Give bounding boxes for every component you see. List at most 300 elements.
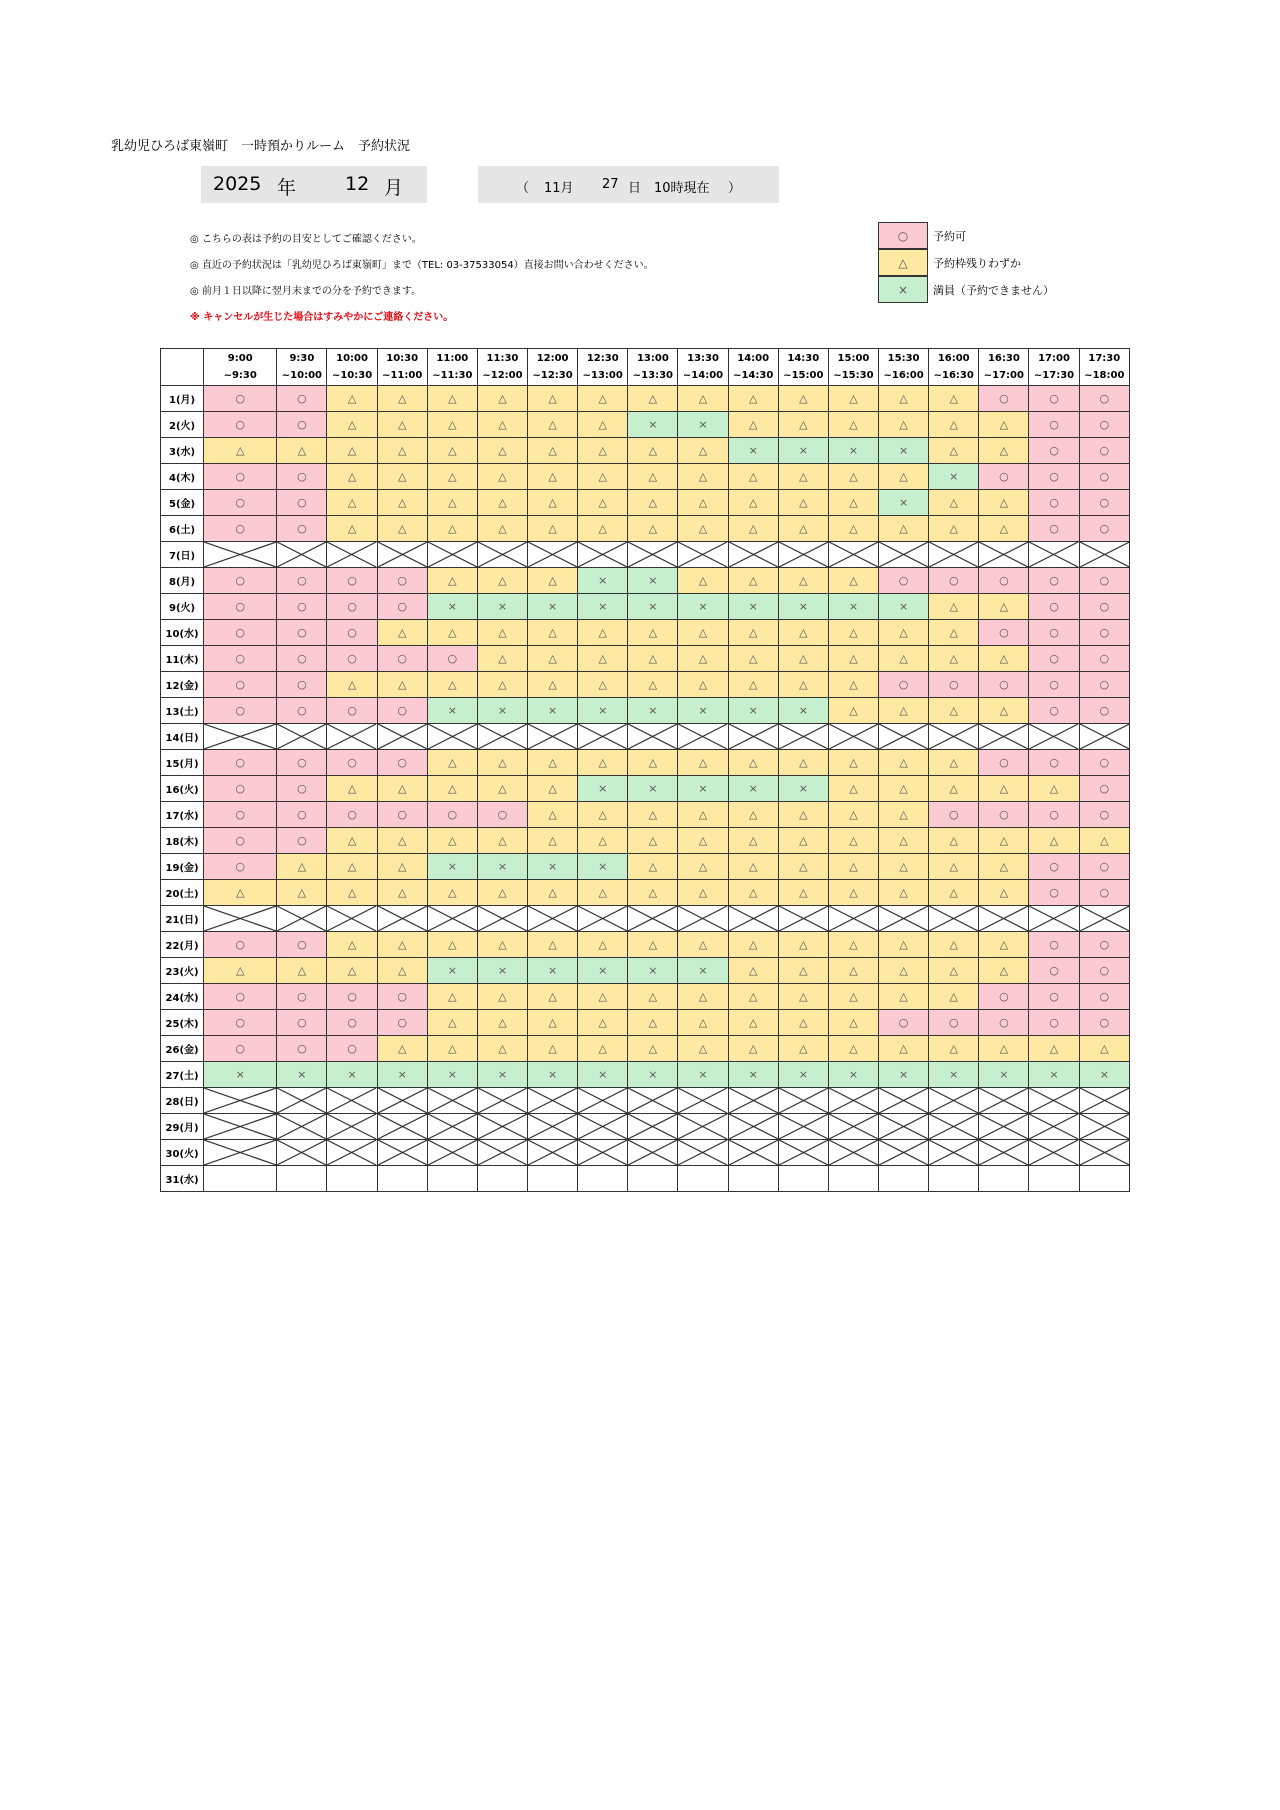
slot-cell-few-left: △ (477, 620, 527, 646)
slot-cell-full: × (477, 594, 527, 620)
slot-cell-available: ○ (204, 854, 277, 880)
slot-cell-few-left: △ (477, 646, 527, 672)
slot-cell-full: × (728, 1062, 778, 1088)
slot-cell-available: ○ (277, 672, 327, 698)
slot-cell-available: ○ (327, 646, 377, 672)
closed-cross-icon (628, 1140, 677, 1165)
slot-cell-few-left: △ (678, 438, 728, 464)
slot-cell-few-left: △ (778, 620, 828, 646)
slot-cell-available: ○ (979, 672, 1029, 698)
closed-cross-icon (929, 1088, 978, 1113)
closed-cross-icon (879, 906, 928, 931)
slot-cell-few-left: △ (879, 1036, 929, 1062)
slot-cell-few-left: △ (528, 464, 578, 490)
slot-cell-few-left: △ (678, 646, 728, 672)
time-slot-end: ~15:30 (833, 370, 874, 381)
slot-cell-full: × (929, 464, 979, 490)
closed-cross-icon (428, 906, 477, 931)
closed-cross-icon (578, 1088, 627, 1113)
slot-cell-full: × (477, 958, 527, 984)
slot-cell-available: ○ (204, 568, 277, 594)
closed-cross-icon (378, 1114, 427, 1139)
slot-cell-few-left: △ (678, 1010, 728, 1036)
slot-cell-closed (204, 1140, 277, 1166)
day-row (161, 1062, 1130, 1088)
slot-cell-few-left: △ (728, 1036, 778, 1062)
slot-cell-few-left: △ (578, 490, 628, 516)
slot-cell-few-left: △ (678, 620, 728, 646)
slot-cell-few-left: △ (979, 412, 1029, 438)
closed-cross-icon (879, 1114, 928, 1139)
time-slot-start: 16:30 (987, 353, 1020, 364)
slot-cell-few-left: △ (578, 438, 628, 464)
slot-cell-few-left: △ (828, 828, 878, 854)
slot-cell-closed (427, 1088, 477, 1114)
closed-cross-icon (979, 1140, 1028, 1165)
slot-cell-closed (477, 1140, 527, 1166)
slot-cell-blank (929, 1166, 979, 1192)
slot-cell-few-left: △ (477, 828, 527, 854)
closed-cross-icon (1029, 906, 1078, 931)
closed-cross-icon (528, 1088, 577, 1113)
slot-cell-few-left: △ (327, 776, 377, 802)
slot-cell-few-left: △ (477, 984, 527, 1010)
slot-cell-closed (204, 542, 277, 568)
slot-cell-closed (879, 1088, 929, 1114)
closed-cross-icon (678, 1114, 727, 1139)
closed-cross-icon (478, 1140, 527, 1165)
slot-cell-few-left: △ (327, 828, 377, 854)
slot-cell-closed (828, 542, 878, 568)
slot-cell-few-left: △ (778, 646, 828, 672)
slot-cell-few-left: △ (377, 386, 427, 412)
slot-cell-closed (1079, 724, 1129, 750)
slot-cell-few-left: △ (929, 776, 979, 802)
closed-cross-icon (528, 724, 577, 749)
legend-label-full: 満員（予約できません） (933, 284, 1054, 297)
slot-cell-available: ○ (477, 802, 527, 828)
day-label: 8(月) (161, 568, 204, 594)
slot-cell-available: ○ (1079, 516, 1129, 542)
time-slot-end: ~12:30 (532, 370, 573, 381)
slot-cell-full: × (678, 698, 728, 724)
slot-cell-few-left: △ (528, 490, 578, 516)
slot-cell-few-left: △ (628, 1010, 678, 1036)
slot-cell-available: ○ (1029, 464, 1079, 490)
time-slot-end: ~18:00 (1084, 370, 1125, 381)
closed-cross-icon (628, 542, 677, 567)
time-slot-header (628, 349, 678, 386)
slot-cell-few-left: △ (1079, 828, 1129, 854)
closed-cross-icon (277, 1088, 326, 1113)
slot-cell-available: ○ (377, 698, 427, 724)
slot-cell-full: × (477, 854, 527, 880)
slot-cell-available: ○ (277, 1010, 327, 1036)
slot-cell-few-left: △ (528, 802, 578, 828)
slot-cell-closed (778, 1140, 828, 1166)
time-slot-header (427, 349, 477, 386)
slot-cell-few-left: △ (578, 646, 628, 672)
slot-cell-closed (427, 724, 477, 750)
slot-cell-few-left: △ (728, 620, 778, 646)
slot-cell-few-left: △ (327, 464, 377, 490)
slot-cell-available: ○ (1079, 594, 1129, 620)
slot-cell-closed (929, 724, 979, 750)
slot-cell-few-left: △ (828, 1010, 878, 1036)
slot-cell-available: ○ (427, 646, 477, 672)
slot-cell-closed (1079, 1088, 1129, 1114)
slot-cell-available: ○ (377, 594, 427, 620)
closed-cross-icon (327, 1140, 376, 1165)
closed-cross-icon (929, 542, 978, 567)
slot-cell-few-left: △ (578, 932, 628, 958)
day-label: 16(火) (161, 776, 204, 802)
slot-cell-available: ○ (879, 568, 929, 594)
slot-cell-closed (828, 1140, 878, 1166)
slot-cell-few-left: △ (929, 750, 979, 776)
closed-cross-icon (879, 1140, 928, 1165)
slot-cell-full: × (377, 1062, 427, 1088)
slot-cell-few-left: △ (879, 932, 929, 958)
slot-cell-closed (1029, 1140, 1079, 1166)
page-title: 乳幼児ひろば東嶺町 一時預かりルーム 予約状況 (111, 139, 411, 154)
closed-cross-icon (979, 906, 1028, 931)
slot-cell-few-left: △ (728, 828, 778, 854)
time-slot-start: 14:00 (737, 353, 770, 364)
time-slot-start: 12:30 (586, 353, 619, 364)
closed-cross-icon (204, 1114, 276, 1139)
slot-cell-closed (528, 1140, 578, 1166)
day-row (161, 932, 1130, 958)
slot-cell-few-left: △ (427, 776, 477, 802)
slot-cell-available: ○ (929, 1010, 979, 1036)
slot-cell-few-left: △ (327, 880, 377, 906)
slot-cell-full: × (728, 698, 778, 724)
slot-cell-few-left: △ (728, 802, 778, 828)
slot-cell-closed (477, 542, 527, 568)
day-row (161, 1010, 1130, 1036)
slot-cell-full: × (427, 1062, 477, 1088)
closed-cross-icon (1080, 1088, 1129, 1113)
slot-cell-closed (678, 906, 728, 932)
slot-cell-few-left: △ (377, 880, 427, 906)
day-row (161, 516, 1130, 542)
slot-cell-few-left: △ (879, 750, 929, 776)
slot-cell-full: × (929, 1062, 979, 1088)
slot-cell-few-left: △ (828, 672, 878, 698)
closed-cross-icon (478, 542, 527, 567)
slot-cell-full: × (528, 854, 578, 880)
time-slot-end: ~16:30 (933, 370, 974, 381)
slot-cell-few-left: △ (477, 880, 527, 906)
slot-cell-available: ○ (1029, 594, 1079, 620)
day-row (161, 490, 1130, 516)
time-slot-header (277, 349, 327, 386)
closed-cross-icon (1080, 542, 1129, 567)
slot-cell-closed (828, 906, 878, 932)
closed-cross-icon (729, 906, 778, 931)
slot-cell-few-left: △ (277, 438, 327, 464)
slot-cell-full: × (1079, 1062, 1129, 1088)
slot-cell-closed (979, 1114, 1029, 1140)
slot-cell-available: ○ (1029, 854, 1079, 880)
day-row (161, 724, 1130, 750)
slot-cell-full: × (879, 1062, 929, 1088)
slot-cell-full: × (327, 1062, 377, 1088)
slot-cell-few-left: △ (477, 386, 527, 412)
slot-cell-available: ○ (1079, 568, 1129, 594)
slot-cell-available: ○ (327, 802, 377, 828)
slot-cell-few-left: △ (327, 438, 377, 464)
slot-cell-available: ○ (1029, 984, 1079, 1010)
slot-cell-few-left: △ (728, 646, 778, 672)
slot-cell-available: ○ (1029, 646, 1079, 672)
day-label: 13(土) (161, 698, 204, 724)
day-row (161, 438, 1130, 464)
slot-cell-few-left: △ (778, 958, 828, 984)
slot-cell-closed (678, 542, 728, 568)
slot-cell-closed (204, 1088, 277, 1114)
closed-cross-icon (678, 542, 727, 567)
slot-cell-closed (477, 1114, 527, 1140)
day-label: 20(土) (161, 880, 204, 906)
slot-cell-few-left: △ (778, 802, 828, 828)
closed-cross-icon (779, 542, 828, 567)
slot-cell-few-left: △ (728, 1010, 778, 1036)
slot-cell-few-left: △ (204, 880, 277, 906)
slot-cell-few-left: △ (728, 854, 778, 880)
slot-cell-available: ○ (277, 464, 327, 490)
time-slot-end: ~12:00 (482, 370, 523, 381)
slot-cell-few-left: △ (327, 490, 377, 516)
closed-cross-icon (578, 1114, 627, 1139)
slot-cell-available: ○ (1029, 386, 1079, 412)
slot-cell-available: ○ (327, 984, 377, 1010)
slot-cell-blank (578, 1166, 628, 1192)
slot-cell-closed (578, 906, 628, 932)
slot-cell-closed (628, 1114, 678, 1140)
slot-cell-few-left: △ (377, 828, 427, 854)
slot-cell-blank (1029, 1166, 1079, 1192)
slot-cell-few-left: △ (929, 854, 979, 880)
slot-cell-few-left: △ (879, 386, 929, 412)
day-label: 17(水) (161, 802, 204, 828)
slot-cell-few-left: △ (979, 646, 1029, 672)
slot-cell-few-left: △ (828, 932, 878, 958)
slot-cell-available: ○ (204, 516, 277, 542)
slot-cell-few-left: △ (578, 464, 628, 490)
slot-cell-available: ○ (979, 750, 1029, 776)
slot-cell-available: ○ (277, 516, 327, 542)
slot-cell-closed (979, 724, 1029, 750)
slot-cell-blank (1079, 1166, 1129, 1192)
slot-cell-few-left: △ (828, 516, 878, 542)
closed-cross-icon (829, 1088, 878, 1113)
slot-cell-few-left: △ (477, 568, 527, 594)
day-label: 7(日) (161, 542, 204, 568)
closed-cross-icon (204, 1140, 276, 1165)
slot-cell-few-left: △ (778, 672, 828, 698)
slot-cell-few-left: △ (879, 776, 929, 802)
day-label: 14(日) (161, 724, 204, 750)
slot-cell-few-left: △ (327, 386, 377, 412)
slot-cell-few-left: △ (377, 516, 427, 542)
slot-cell-available: ○ (277, 594, 327, 620)
slot-cell-few-left: △ (929, 620, 979, 646)
slot-cell-closed (277, 906, 327, 932)
day-label: 27(土) (161, 1062, 204, 1088)
slot-cell-full: × (828, 1062, 878, 1088)
slot-cell-few-left: △ (528, 750, 578, 776)
slot-cell-few-left: △ (628, 880, 678, 906)
slot-cell-available: ○ (979, 802, 1029, 828)
slot-cell-closed (528, 542, 578, 568)
slot-cell-few-left: △ (929, 412, 979, 438)
closed-cross-icon (729, 724, 778, 749)
slot-cell-few-left: △ (327, 854, 377, 880)
time-slot-start: 14:30 (787, 353, 820, 364)
slot-cell-available: ○ (1029, 802, 1079, 828)
slot-cell-few-left: △ (427, 984, 477, 1010)
slot-cell-few-left: △ (979, 594, 1029, 620)
slot-cell-few-left: △ (879, 698, 929, 724)
time-slot-start: 13:30 (687, 353, 719, 364)
slot-cell-closed (377, 1114, 427, 1140)
slot-cell-closed (528, 1114, 578, 1140)
slot-cell-few-left: △ (528, 776, 578, 802)
slot-cell-few-left: △ (728, 880, 778, 906)
day-row (161, 1166, 1130, 1192)
slot-cell-blank (277, 1166, 327, 1192)
slot-cell-full: × (477, 698, 527, 724)
time-slot-end: ~17:00 (983, 370, 1024, 381)
slot-cell-closed (628, 724, 678, 750)
closed-cross-icon (1029, 1114, 1078, 1139)
slot-cell-few-left: △ (427, 490, 477, 516)
day-label: 4(木) (161, 464, 204, 490)
slot-cell-few-left: △ (1029, 776, 1079, 802)
time-slot-start: 12:00 (536, 353, 569, 364)
slot-cell-few-left: △ (879, 620, 929, 646)
slot-cell-closed (778, 1114, 828, 1140)
closed-cross-icon (578, 724, 627, 749)
slot-cell-few-left: △ (528, 1036, 578, 1062)
slot-cell-few-left: △ (879, 516, 929, 542)
slot-cell-closed (427, 542, 477, 568)
closed-cross-icon (277, 906, 326, 931)
as-of-day: 27 (602, 177, 619, 192)
slot-cell-few-left: △ (828, 464, 878, 490)
slot-cell-few-left: △ (929, 594, 979, 620)
slot-cell-available: ○ (204, 1036, 277, 1062)
closed-cross-icon (528, 1140, 577, 1165)
slot-cell-closed (578, 724, 628, 750)
slot-cell-available: ○ (1029, 750, 1079, 776)
slot-cell-few-left: △ (929, 646, 979, 672)
slot-cell-available: ○ (1079, 802, 1129, 828)
slot-cell-few-left: △ (778, 984, 828, 1010)
slot-cell-closed (528, 724, 578, 750)
day-row (161, 1140, 1130, 1166)
closed-cross-icon (428, 1114, 477, 1139)
slot-cell-available: ○ (277, 646, 327, 672)
closed-cross-icon (204, 906, 276, 931)
slot-cell-closed (879, 542, 929, 568)
slot-cell-few-left: △ (728, 386, 778, 412)
slot-cell-closed (377, 542, 427, 568)
slot-cell-blank (879, 1166, 929, 1192)
time-slot-end: ~10:00 (281, 370, 323, 381)
slot-cell-available: ○ (204, 932, 277, 958)
time-slot-end: ~15:00 (783, 370, 824, 381)
slot-cell-available: ○ (204, 386, 277, 412)
slot-cell-full: × (678, 1062, 728, 1088)
slot-cell-full: × (879, 594, 929, 620)
slot-cell-available: ○ (204, 750, 277, 776)
slot-cell-few-left: △ (828, 1036, 878, 1062)
day-row (161, 958, 1130, 984)
slot-cell-closed (778, 542, 828, 568)
slot-cell-available: ○ (1029, 490, 1079, 516)
day-row (161, 828, 1130, 854)
slot-cell-few-left: △ (828, 958, 878, 984)
slot-cell-available: ○ (1029, 568, 1079, 594)
time-slot-start: 13:00 (636, 353, 669, 364)
slot-cell-few-left: △ (979, 698, 1029, 724)
slot-cell-few-left: △ (377, 1036, 427, 1062)
slot-cell-few-left: △ (578, 386, 628, 412)
slot-cell-closed (204, 1114, 277, 1140)
day-label: 30(火) (161, 1140, 204, 1166)
slot-cell-few-left: △ (678, 490, 728, 516)
time-slot-header (728, 349, 778, 386)
slot-cell-few-left: △ (427, 620, 477, 646)
slot-cell-available: ○ (277, 932, 327, 958)
slot-cell-few-left: △ (979, 776, 1029, 802)
slot-cell-available: ○ (204, 620, 277, 646)
slot-cell-full: × (427, 958, 477, 984)
slot-cell-few-left: △ (678, 1036, 728, 1062)
slot-cell-closed (1029, 1114, 1079, 1140)
slot-cell-few-left: △ (477, 438, 527, 464)
closed-cross-icon (628, 1088, 677, 1113)
slot-cell-few-left: △ (628, 490, 678, 516)
time-slot-start: 17:30 (1088, 353, 1121, 364)
slot-cell-few-left: △ (327, 958, 377, 984)
slot-cell-full: × (778, 438, 828, 464)
slot-cell-few-left: △ (929, 698, 979, 724)
slot-cell-full: × (628, 698, 678, 724)
legend-label-few-left: 予約枠残りわずか (933, 257, 1021, 270)
slot-cell-closed (828, 1114, 878, 1140)
slot-cell-few-left: △ (578, 828, 628, 854)
time-slot-header (1029, 349, 1079, 386)
day-row (161, 594, 1130, 620)
slot-cell-available: ○ (1029, 698, 1079, 724)
slot-cell-full: × (427, 594, 477, 620)
slot-cell-few-left: △ (778, 516, 828, 542)
legend-label-available: 予約可 (933, 230, 966, 243)
slot-cell-available: ○ (1029, 620, 1079, 646)
slot-cell-full: × (778, 776, 828, 802)
time-slot-end: ~11:30 (432, 370, 473, 381)
time-slot-header (828, 349, 878, 386)
closed-cross-icon (428, 1088, 477, 1113)
slot-cell-closed (628, 1088, 678, 1114)
time-slot-end: ~11:00 (382, 370, 423, 381)
slot-cell-few-left: △ (528, 386, 578, 412)
slot-cell-few-left: △ (628, 620, 678, 646)
